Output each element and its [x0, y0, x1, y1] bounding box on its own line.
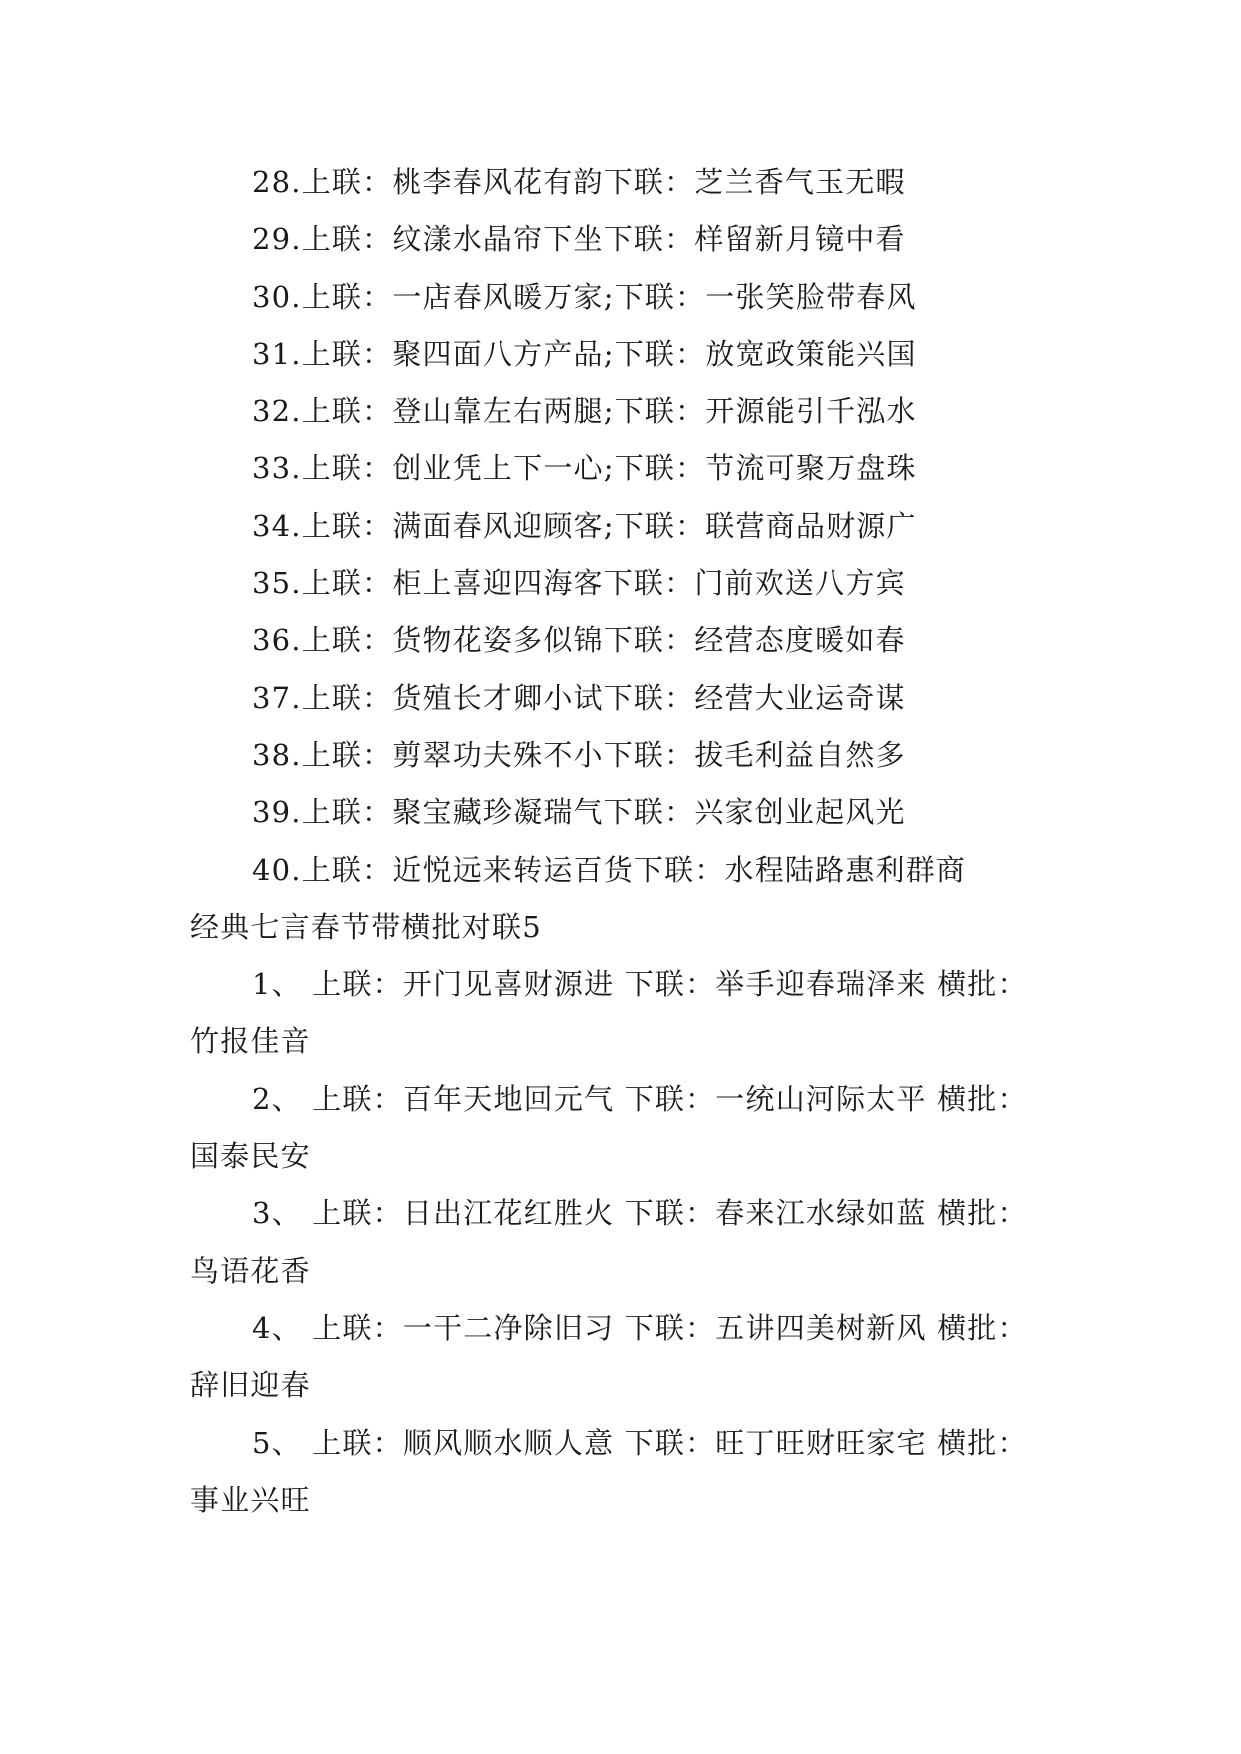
- couplet-paragraph: 2、 上联：百年天地回元气 下联：一统山河际太平 横批：国泰民安: [190, 1081, 1028, 1174]
- couplet-list-item: 29.上联：纹漾水晶帘下坐下联：样留新月镜中看: [252, 222, 906, 257]
- couplet-list-item: 39.上联：聚宝藏珍凝瑞气下联：兴家创业起风光: [252, 795, 906, 830]
- couplet-list-item: 32.上联：登山靠左右两腿;下联：开源能引千泓水: [252, 394, 917, 429]
- couplet-list-item: 38.上联：剪翠功夫殊不小下联：拔毛利益自然多: [252, 737, 906, 772]
- couplet-paragraph: 4、 上联：一干二净除旧习 下联：五讲四美树新风 横批：辞旧迎春: [190, 1310, 1028, 1403]
- couplet-list-item: 35.上联：柜上喜迎四海客下联：门前欢送八方宾: [252, 566, 906, 601]
- couplet-list-item: 36.上联：货物花姿多似锦下联：经营态度暖如春: [252, 623, 906, 658]
- couplet-paragraph: 5、 上联：顺风顺水顺人意 下联：旺丁旺财旺家宅 横批：事业兴旺: [190, 1425, 1028, 1517]
- couplet-list-item: 31.上联：聚四面八方产品;下联：放宽政策能兴国: [252, 336, 917, 371]
- couplet-paragraph: 1、 上联：开门见喜财源进 下联：举手迎春瑞泽来 横批：竹报佳音: [190, 967, 1028, 1059]
- couplet-list-item: 33.上联：创业凭上下一心;下联：节流可聚万盘珠: [252, 451, 917, 486]
- section-heading: 经典七言春节带横批对联5: [190, 909, 542, 944]
- couplet-list-item: 34.上联：满面春风迎顾客;下联：联营商品财源广: [252, 508, 917, 543]
- couplet-list-item: 37.上联：货殖长才卿小试下联：经营大业运奇谋: [252, 680, 906, 715]
- couplet-list-item: 30.上联：一店春风暖万家;下联：一张笑脸带春风: [252, 279, 917, 314]
- couplet-list-item: 40.上联：近悦远来转运百货下联：水程陆路惠利群商: [252, 852, 967, 887]
- document-body: [190, 154, 1050, 1529]
- couplet-list-item: 28.上联：桃李春风花有韵下联：芝兰香气玉无暇: [252, 165, 906, 199]
- couplet-paragraph: 3、 上联：日出江花红胜火 下联：春来江水绿如蓝 横批：鸟语花香: [190, 1196, 1028, 1288]
